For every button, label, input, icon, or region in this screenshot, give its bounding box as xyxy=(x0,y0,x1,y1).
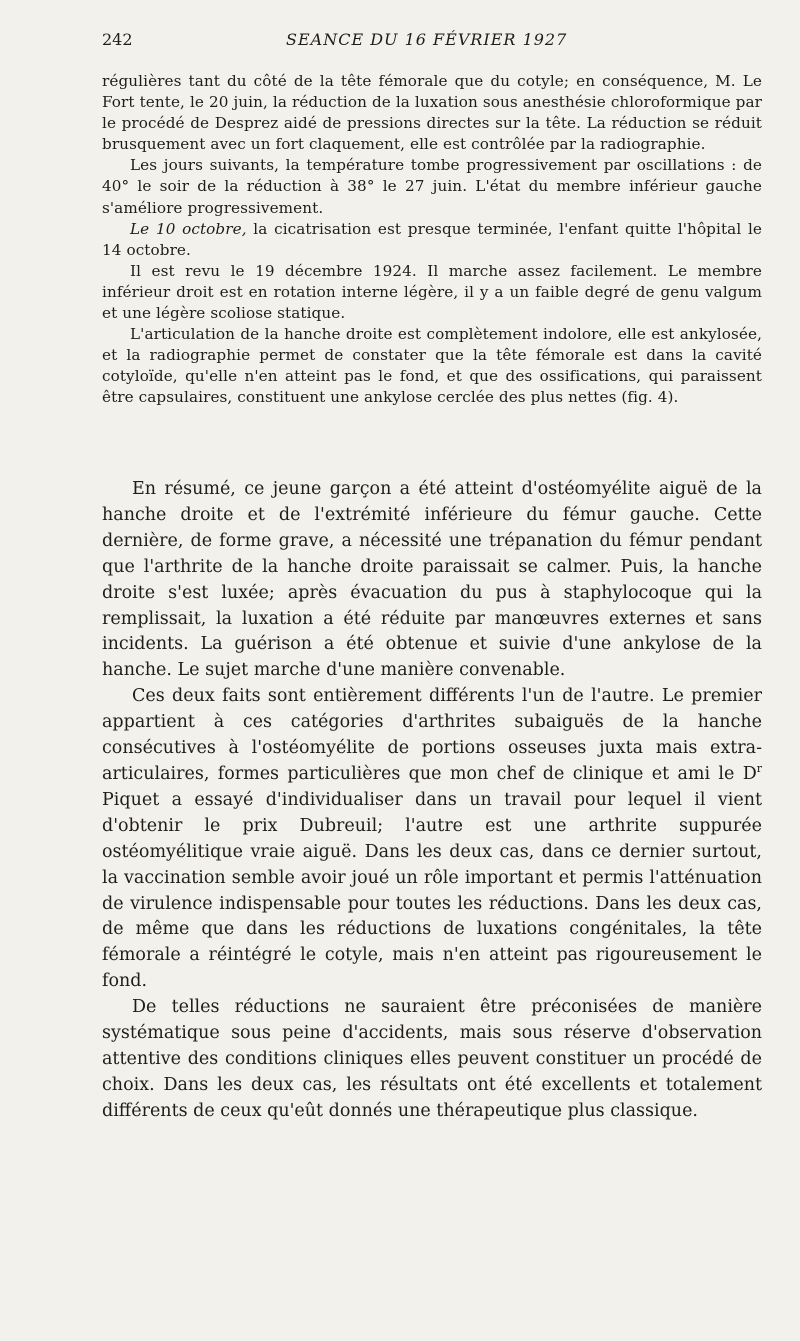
paragraph-text: Piquet a essayé d'individualiser dans un travail pour lequel il vient d'obtenir le prix Dubreuil; l'autre est une arthrite suppurée ostéomyélitique vraie aiguë. Dans les deux cas, dans ce dernier surtout, la vaccination semble avoir joué un rôle important et permis l'atténuation de virulence indispensable pour toutes les réductions. Dans les deux cas, de même que dans les réductions de luxations congénitales, la tête fémorale a réintégré le cotyle, mais n'en atteint pas rigoureusement le fond. xyxy=(102,789,762,992)
case-report-section xyxy=(102,71,762,409)
summary-section xyxy=(102,477,762,1125)
running-title: SEANCE DU 16 FÉVRIER 1927 xyxy=(286,30,568,49)
superscript: r xyxy=(756,762,762,776)
paragraph: Les jours suivants, la température tombe progressivement par oscillations : de 40° le soir de la réduction à 38° le 27 juin. L'état du membre inférieur gauche s'améliore progressivement. xyxy=(102,156,762,217)
paragraph xyxy=(102,684,762,995)
paragraph: régulières tant du côté de la tête fémorale que du cotyle; en conséquence, M. Le Fort tente, le 20 juin, la réduction de la luxation sous anesthésie chloroformique par le procédé de Desprez aidé de pressions directes sur la tête. La réduction se réduit brusquement avec un fort claquement, elle est contrôlée par la radiographie. xyxy=(102,72,762,154)
page-number: 242 xyxy=(102,30,133,49)
paragraph-text: la cicatrisation est presque terminée, l'enfant quitte l'hôpital le 14 octobre. xyxy=(102,219,762,259)
paragraph xyxy=(102,219,762,261)
paragraph-text: Ces deux faits sont entièrement différents l'un de l'autre. Le premier appartient à ces catégories d'arthrites subaiguës de la hanche consécutives à l'ostéomyélite de portions osseuses juxta mais extra-articulaires, formes particulières que mon chef de clinique et ami le D xyxy=(102,686,762,784)
page-header xyxy=(102,30,762,54)
paragraph: L'articulation de la hanche droite est complètement indolore, elle est ankylosée, et la radiographie permet de constater que la tête fémorale est dans la cavité cotyloïde, qu'elle n'en atteint pas le fond, et que des ossifications, qui paraissent être capsulaires, constituent une ankylose cerclée des plus nettes (fig. 4). xyxy=(102,325,762,407)
paragraph: Il est revu le 19 décembre 1924. Il marche assez facilement. Le membre inférieur droit est en rotation interne légère, il y a un faible degré de genu valgum et une légère scoliose statique. xyxy=(102,261,762,323)
italic-lead: Le 10 octobre, xyxy=(130,219,247,238)
paragraph: En résumé, ce jeune garçon a été atteint d'ostéomyélite aiguë de la hanche droite et de l'extrémité inférieure du fémur gauche. Cette dernière, de forme grave, a nécessité une trépanation du fémur pendant que l'arthrite de la hanche droite paraissait se calmer. Puis, la hanche droite s'est luxée; après évacuation du pus à staphylocoque qui la remplissait, la luxation a été réduite par manœuvres externes et sans incidents. La guérison a été obtenue et suivie d'une ankylose de la hanche. Le sujet marche d'une manière convenable. xyxy=(102,479,762,681)
paragraph: De telles réductions ne sauraient être préconisées de manière systématique sous peine d'accidents, mais sous réserve d'observation attentive des conditions cliniques elles peuvent constituer un procédé de choix. Dans les deux cas, les résultats ont été excellents et totalement différents de ceux qu'eût donnés une thérapeutique plus classique. xyxy=(102,997,762,1121)
